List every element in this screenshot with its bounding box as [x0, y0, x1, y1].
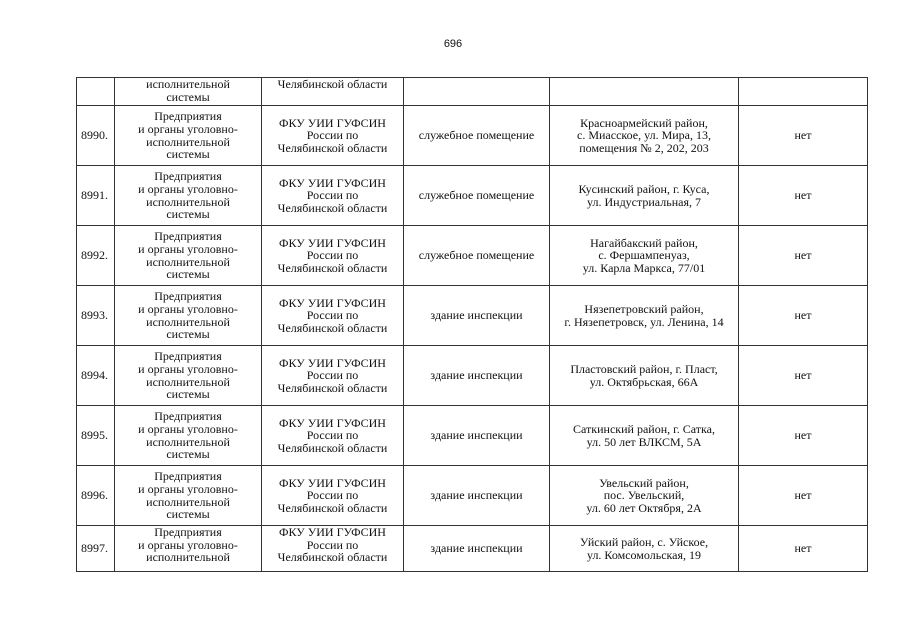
- address-cell: [550, 78, 739, 106]
- org-name-line: России по: [306, 488, 359, 503]
- row-number-cell: 8995.: [77, 406, 115, 466]
- value-cell: нет: [739, 286, 868, 346]
- address-line: ул. 50 лет ВЛКСМ, 5А: [586, 434, 702, 449]
- org-name-line: ФКУ УИИ ГУФСИН: [279, 175, 386, 190]
- value-cell: нет: [739, 106, 868, 166]
- org-type-line: исполнительной: [146, 434, 230, 449]
- address-line: Пластовский район, г. Пласт,: [570, 361, 718, 376]
- org-type-cell: [115, 78, 262, 106]
- table-row: [77, 106, 868, 166]
- org-name-cell: [262, 78, 404, 106]
- value-cell: нет: [739, 466, 868, 526]
- org-name-line: России по: [306, 428, 359, 443]
- org-type-line: Предприятия: [154, 525, 222, 539]
- address-cell: [550, 226, 739, 286]
- org-type-line: и органы уголовно-: [138, 421, 238, 436]
- org-name-line: Челябинской области: [277, 440, 388, 455]
- value-cell: [739, 78, 868, 106]
- table-row: [77, 406, 868, 466]
- org-type-line: Предприятия: [154, 409, 222, 424]
- table-row: [77, 166, 868, 226]
- address-line: ул. Индустриальная, 7: [587, 194, 701, 209]
- address-line: Саткинский район, г. Сатка,: [573, 421, 715, 436]
- purpose-cell: служебное помещение: [404, 166, 550, 226]
- org-name-line: России по: [306, 537, 359, 552]
- org-name-line: Челябинской области: [277, 140, 388, 155]
- address-cell: [550, 106, 739, 166]
- row-number-cell: 8991.: [77, 166, 115, 226]
- org-name-cell: [262, 166, 404, 226]
- row-number-cell: 8990.: [77, 106, 115, 166]
- org-name-cell: [262, 286, 404, 346]
- purpose-cell: [404, 78, 550, 106]
- address-cell: [550, 286, 739, 346]
- table-row-continued: [77, 78, 868, 106]
- org-type-line: исполнительной: [146, 77, 230, 91]
- purpose-cell: здание инспекции: [404, 466, 550, 526]
- org-type-line: исполнительной: [146, 134, 230, 149]
- org-type-cell: [115, 286, 262, 346]
- org-type-line: и органы уголовно-: [138, 361, 238, 376]
- org-type-line: и органы уголовно-: [138, 301, 238, 316]
- org-name-cell: [262, 526, 404, 572]
- value-cell: нет: [739, 406, 868, 466]
- table-body: [77, 78, 868, 572]
- org-type-line: исполнительной: [146, 314, 230, 329]
- address-line: Уйский район, с. Уйское,: [579, 534, 709, 549]
- address-cell: [550, 166, 739, 226]
- row-number-cell: 8992.: [77, 226, 115, 286]
- org-name-line: России по: [306, 308, 359, 323]
- org-type-line: системы: [166, 267, 210, 282]
- org-type-line: системы: [166, 327, 210, 342]
- address-cell: [550, 526, 739, 572]
- row-number-cell: 8993.: [77, 286, 115, 346]
- org-type-line: системы: [166, 387, 210, 402]
- address-line: помещения № 2, 202, 203: [579, 140, 709, 155]
- address-cell: [550, 346, 739, 406]
- table-row: [77, 346, 868, 406]
- org-name-cell: [262, 106, 404, 166]
- registry-table: [76, 77, 868, 572]
- address-line: с. Миасское, ул. Мира, 13,: [577, 128, 711, 143]
- purpose-cell: здание инспекции: [404, 346, 550, 406]
- page-number: 696: [443, 38, 463, 50]
- org-type-cell: [115, 526, 262, 572]
- org-type-line: Предприятия: [154, 349, 222, 364]
- address-line: Нязепетровский район,: [584, 301, 704, 316]
- row-number-cell: 8994.: [77, 346, 115, 406]
- org-type-line: исполнительной: [146, 494, 230, 509]
- org-type-line: Предприятия: [154, 109, 222, 124]
- org-name-line: ФКУ УИИ ГУФСИН: [279, 355, 386, 370]
- org-type-line: системы: [166, 207, 210, 222]
- org-name-cell: [262, 346, 404, 406]
- org-type-line: исполнительной: [146, 194, 230, 209]
- org-name-line: Челябинской области: [277, 500, 388, 515]
- org-name-line: ФКУ УИИ ГУФСИН: [279, 295, 386, 310]
- address-line: Красноармейский район,: [580, 115, 708, 130]
- org-name-line: ФКУ УИИ ГУФСИН: [279, 415, 386, 430]
- org-name-line: России по: [306, 128, 359, 143]
- org-name-line: ФКУ УИИ ГУФСИН: [279, 235, 386, 250]
- org-type-cell: [115, 346, 262, 406]
- address-line: Увельский район,: [599, 475, 689, 490]
- row-number-cell: 8996.: [77, 466, 115, 526]
- address-line: г. Нязепетровск, ул. Ленина, 14: [564, 314, 724, 329]
- row-number-cell: 8997.: [77, 526, 115, 572]
- value-cell: нет: [739, 226, 868, 286]
- address-cell: [550, 466, 739, 526]
- org-type-line: Предприятия: [154, 469, 222, 484]
- table-row: [77, 526, 868, 572]
- org-name-line: Челябинской области: [277, 320, 388, 335]
- purpose-cell: служебное помещение: [404, 106, 550, 166]
- org-type-line: системы: [166, 89, 210, 104]
- address-line: ул. Октябрьская, 66А: [589, 374, 699, 389]
- org-type-line: и органы уголовно-: [138, 537, 238, 552]
- org-type-line: и органы уголовно-: [138, 481, 238, 496]
- org-type-line: системы: [166, 507, 210, 522]
- value-cell: нет: [739, 346, 868, 406]
- purpose-cell: служебное помещение: [404, 226, 550, 286]
- purpose-cell: здание инспекции: [404, 406, 550, 466]
- purpose-cell: здание инспекции: [404, 526, 550, 572]
- org-type-cell: [115, 406, 262, 466]
- org-type-line: Предприятия: [154, 169, 222, 184]
- address-line: с. Фершампенуаз,: [598, 248, 690, 263]
- org-name-cell: [262, 406, 404, 466]
- org-name-line: Челябинской области: [277, 260, 388, 275]
- org-type-cell: [115, 466, 262, 526]
- purpose-cell: здание инспекции: [404, 286, 550, 346]
- org-name-line: Челябинской области: [277, 200, 388, 215]
- org-type-line: исполнительной: [146, 374, 230, 389]
- address-cell: [550, 406, 739, 466]
- org-name-line: ФКУ УИИ ГУФСИН: [279, 475, 386, 490]
- address-line: Нагайбакский район,: [590, 235, 698, 250]
- table-row: [77, 286, 868, 346]
- org-type-line: системы: [166, 147, 210, 162]
- org-type-line: и органы уголовно-: [138, 181, 238, 196]
- org-type-line: Предприятия: [154, 229, 222, 244]
- org-name-line: ФКУ УИИ ГУФСИН: [279, 525, 386, 539]
- address-line: ул. 60 лет Октября, 2А: [586, 500, 702, 515]
- org-name-line: ФКУ УИИ ГУФСИН: [279, 115, 386, 130]
- org-name-line: России по: [306, 188, 359, 203]
- org-name-line: России по: [306, 368, 359, 383]
- org-type-line: Предприятия: [154, 289, 222, 304]
- address-line: ул. Комсомольская, 19: [586, 547, 702, 562]
- table-row: [77, 466, 868, 526]
- org-name-line: Челябинской области: [277, 77, 388, 91]
- value-cell: нет: [739, 526, 868, 572]
- org-type-cell: [115, 166, 262, 226]
- table-row: [77, 226, 868, 286]
- org-name-line: Челябинской области: [277, 550, 388, 565]
- org-type-cell: [115, 106, 262, 166]
- org-type-line: и органы уголовно-: [138, 121, 238, 136]
- row-number-cell: [77, 78, 115, 106]
- org-type-cell: [115, 226, 262, 286]
- value-cell: нет: [739, 166, 868, 226]
- org-name-line: России по: [306, 248, 359, 263]
- org-name-cell: [262, 226, 404, 286]
- org-type-line: и органы уголовно-: [138, 241, 238, 256]
- org-name-cell: [262, 466, 404, 526]
- address-line: пос. Увельский,: [603, 488, 685, 503]
- org-type-line: исполнительной: [146, 550, 230, 565]
- org-type-line: системы: [166, 447, 210, 462]
- org-type-line: исполнительной: [146, 254, 230, 269]
- org-name-line: Челябинской области: [277, 380, 388, 395]
- address-line: ул. Карла Маркса, 77/01: [582, 260, 706, 275]
- address-line: Кусинский район, г. Куса,: [578, 181, 710, 196]
